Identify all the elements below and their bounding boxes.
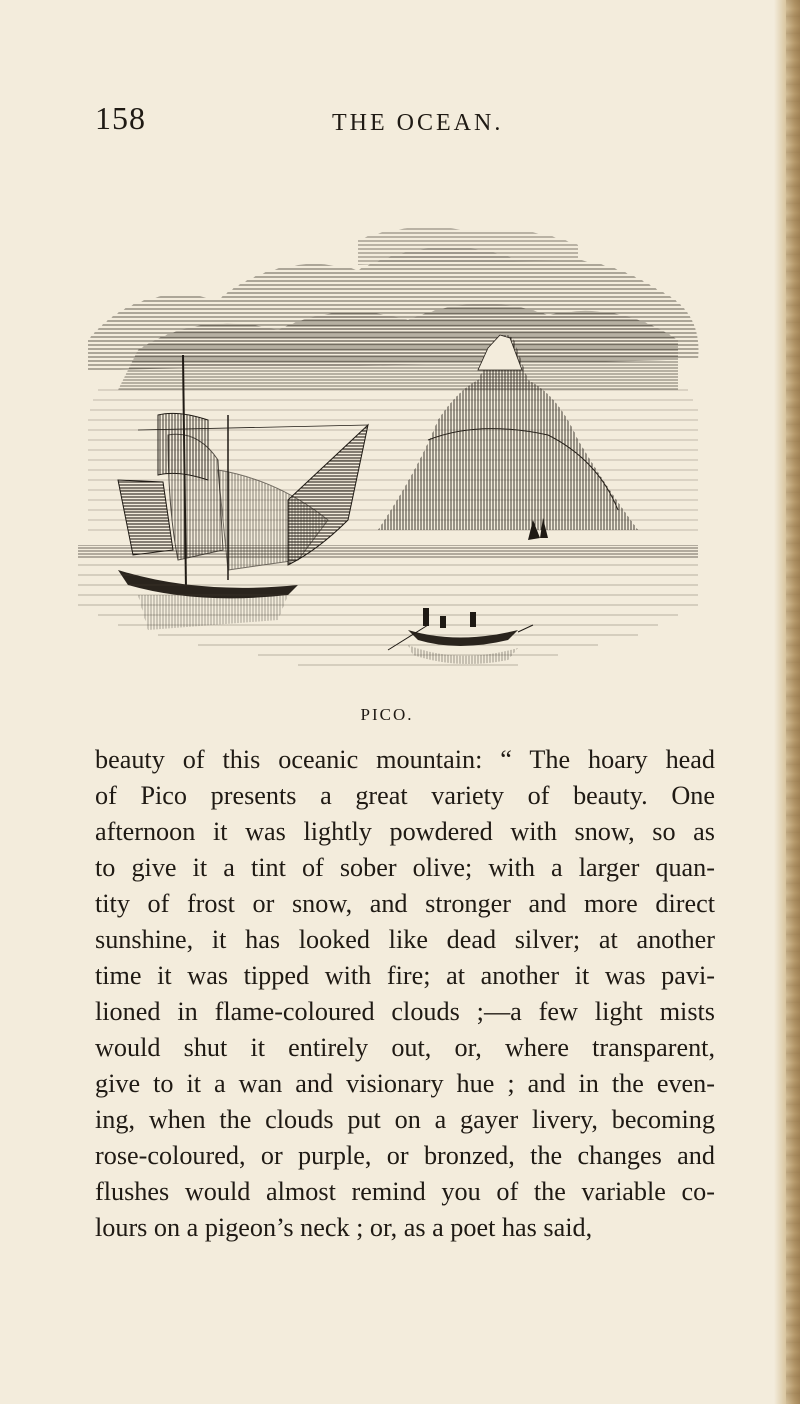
sailing-ship: [118, 355, 368, 598]
text-line: afternoon it was lightly powdered with snow, so as: [95, 817, 715, 846]
text-line: ing, when the clouds put on a gayer livery, becoming: [95, 1105, 715, 1134]
figure-caption: PICO.: [360, 705, 414, 724]
page-number: 158: [95, 100, 146, 136]
text-line: flushes would almost remind you of the variable co-: [95, 1177, 715, 1206]
text-line: beauty of this oceanic mountain: “ The hoary head: [95, 745, 715, 774]
text-line: sunshine, it has looked like dead silver; at another: [95, 925, 715, 954]
text-line: to give it a tint of sober olive; with a larger quan-: [95, 853, 715, 882]
page-header: [0, 100, 774, 140]
rowing-boat: [388, 608, 533, 664]
text-line: of Pico presents a great variety of beauty. One: [95, 781, 715, 810]
running-head: THE OCEAN.: [332, 110, 504, 136]
text-line: would shut it entirely out, or, where transparent,: [95, 1033, 715, 1062]
cloud-bank: [88, 228, 699, 391]
text-line: time it was tipped with fire; at another it was pavi-: [95, 961, 715, 990]
text-line: tity of frost or snow, and stronger and more direct: [95, 889, 715, 918]
body-paragraph: [95, 742, 715, 1246]
pico-engraving-illustration: [78, 220, 708, 690]
page-edge-stain: [786, 0, 800, 1404]
text-line: lioned in flame-coloured clouds ;—a few light mists: [95, 997, 715, 1026]
text-line: lours on a pigeon’s neck ; or, as a poet has said,: [95, 1213, 593, 1242]
text-line: rose-coloured, or purple, or bronzed, the changes and: [95, 1141, 715, 1170]
text-line: give to it a wan and visionary hue ; and in the even-: [95, 1069, 715, 1098]
